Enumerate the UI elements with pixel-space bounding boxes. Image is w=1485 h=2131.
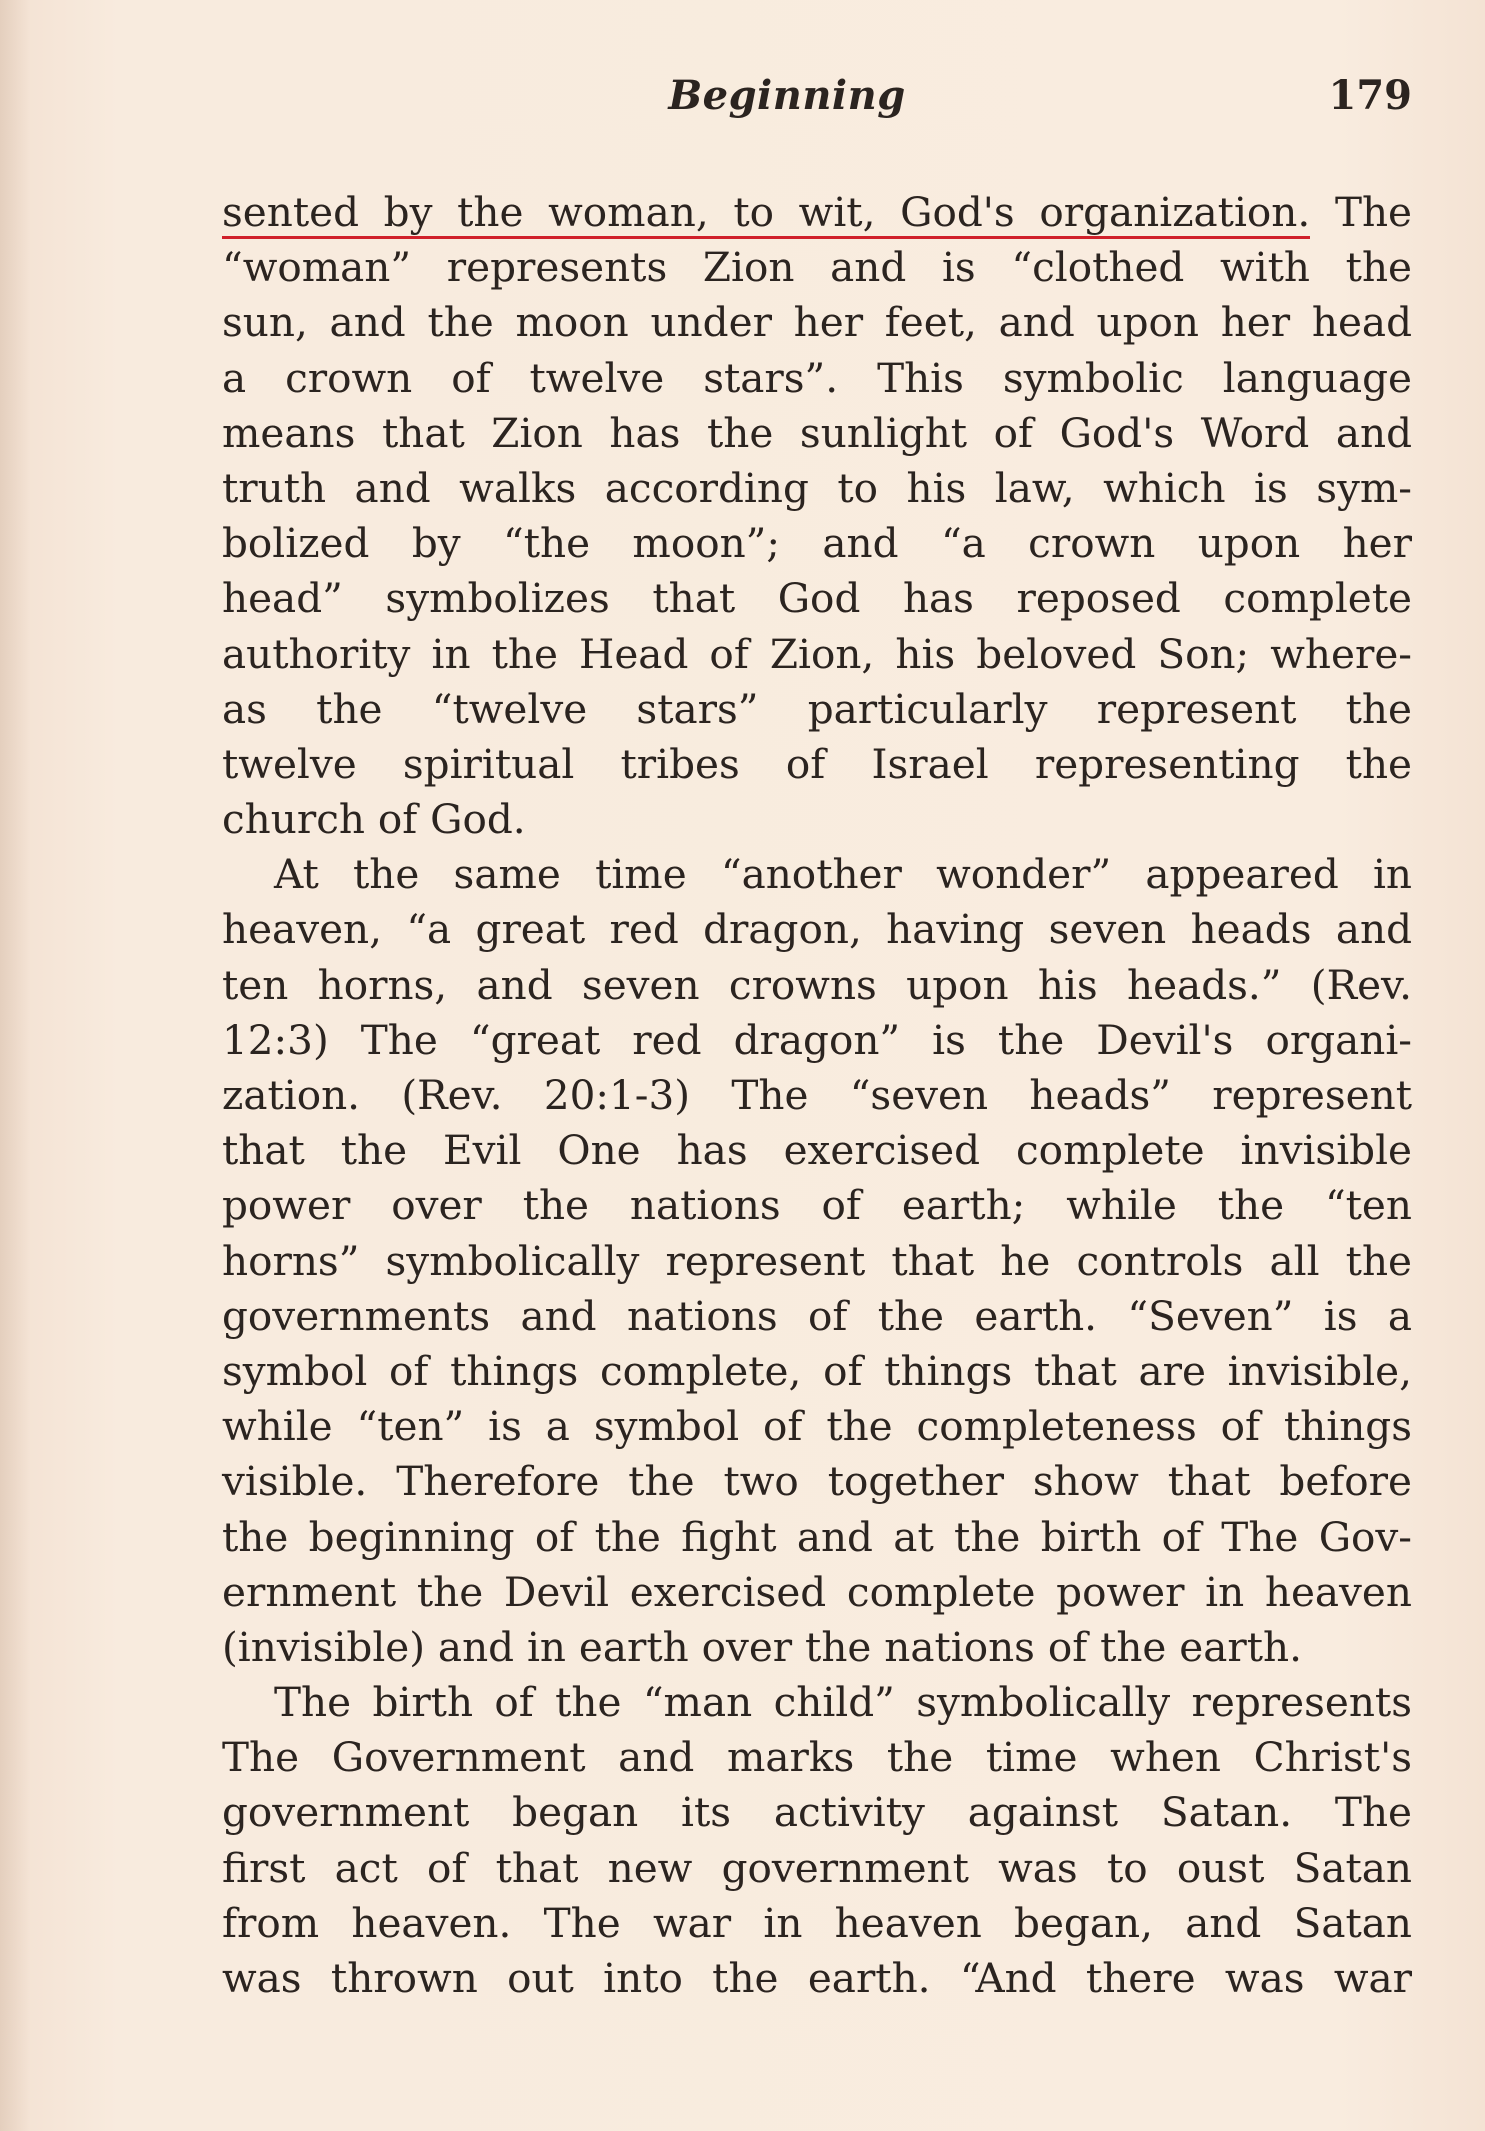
body-text [222,185,1412,2006]
text-line: government began its activity against Satan. The [222,1788,1412,1837]
text-line: zation. (Rev. 20:1-3) The “seven heads” represent [222,1071,1412,1119]
text-line: that the Evil One has exercised complete invisible [222,1126,1412,1175]
text-line: authority in the Head of Zion, his beloved Son; where- [222,629,1412,678]
text-line: from heaven. The war in heaven began, and Satan [222,1898,1412,1947]
text-line: (invisible) and in earth over the nations of the earth. [222,1622,1302,1671]
text-line: ernment the Devil exercised complete power in heaven [222,1567,1412,1616]
text-line: was thrown out into the earth. “And there was war [222,1954,1412,2002]
text-line: heaven, “a great red dragon, having seven heads and [222,905,1412,954]
text-line: symbol of things complete, of things that are invisible, [222,1346,1412,1395]
text-line: 12:3) The “great red dragon” is the Devil's organi- [222,1015,1412,1064]
text-line: the beginning of the fight and at the birth of The Gov- [222,1512,1412,1561]
running-head [222,72,1412,132]
text-line: bolized by “the moon”; and “a crown upon her [222,519,1412,568]
text-line: visible. Therefore the two together show that before [222,1457,1412,1506]
paragraph-start-line: At the same time “another wonder” appeared in [274,850,1412,899]
text-line: The Government and marks the time when Christ's [222,1733,1412,1782]
text-line: first act of that new government was to oust Satan [222,1843,1412,1892]
paragraph-start-line: The birth of the “man child” symbolically represents [274,1678,1412,1727]
page-number: 179 [1328,72,1412,119]
text-line: means that Zion has the sunlight of God's Word and [222,408,1412,457]
text-line: “woman” represents Zion and is “clothed with the [222,243,1412,292]
text-line: a crown of twelve stars”. This symbolic language [222,353,1412,402]
text-line-1 [222,185,1412,240]
text-line: ten horns, and seven crowns upon his heads.” (Rev. [222,960,1412,1009]
text-line: governments and nations of the earth. “Seven” is a [222,1291,1412,1340]
first-line-tail: The [1334,188,1413,236]
running-title: Beginning [668,72,906,119]
underlined-phrase: sented by the woman, to wit, God's organization. [222,188,1310,239]
text-line: as the “twelve stars” particularly represent the [222,684,1412,733]
text-line: truth and walks according to his law, which is sym- [222,463,1412,512]
text-line: sun, and the moon under her feet, and upon her head [222,298,1412,347]
text-line: while “ten” is a symbol of the completeness of things [222,1402,1412,1451]
text-line: power over the nations of earth; while the “ten [222,1181,1412,1230]
text-line: horns” symbolically represent that he controls all the [222,1236,1412,1285]
text-line: church of God. [222,795,526,844]
text-line: twelve spiritual tribes of Israel representing the [222,739,1412,788]
spine-shadow [0,0,30,2131]
text-line: head” symbolizes that God has reposed complete [222,574,1412,623]
